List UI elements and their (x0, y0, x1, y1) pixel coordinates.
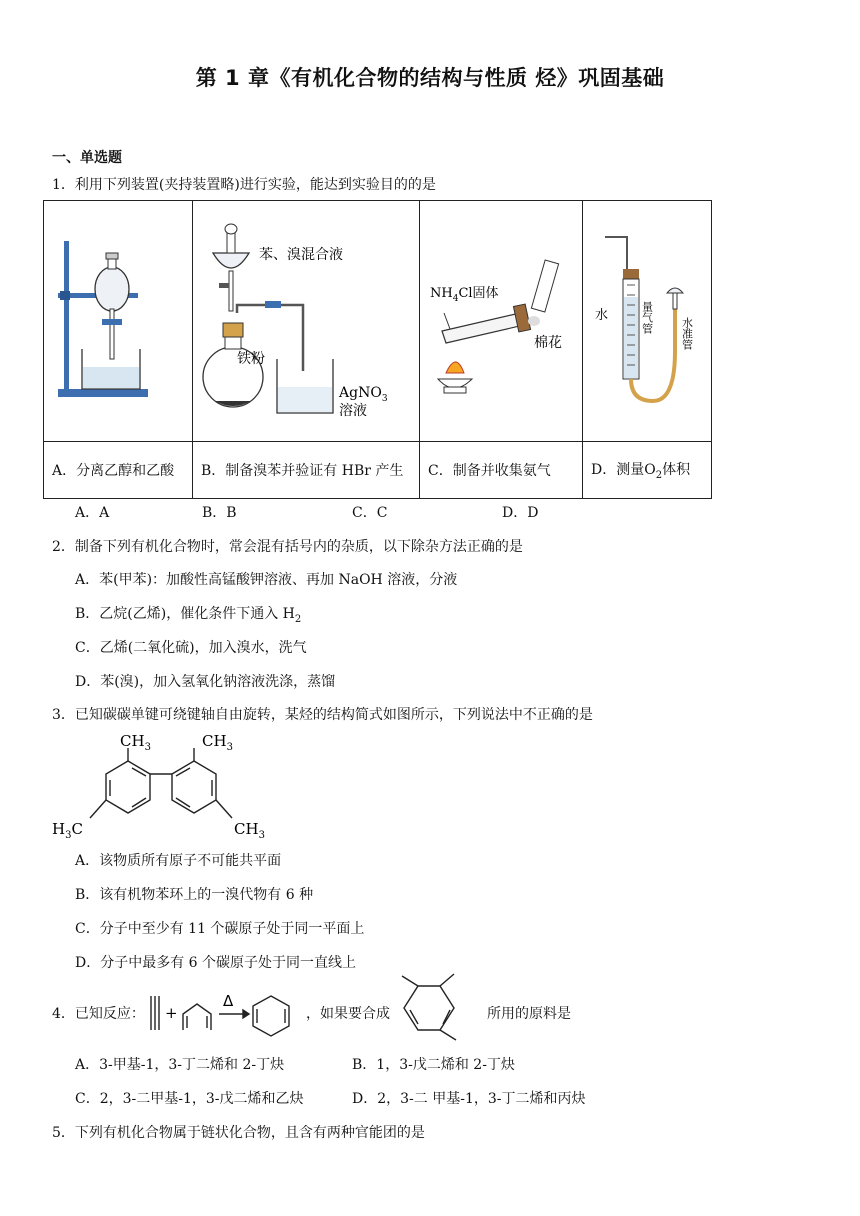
question-1-stem: 1．利用下列装置(夹持装置略)进行实验，能达到实验目的的是 (52, 177, 436, 193)
caption-d: D．测量$O_2$体积 (583, 442, 712, 499)
panel-c-image (420, 201, 583, 442)
q1-choice-d[interactable]: D．D (502, 505, 539, 521)
question-4-stem-c: 所用的原料是 (487, 1006, 571, 1022)
question-5-stem: 5．下列有机化合物属于链状化合物，且含有两种官能团的是 (52, 1125, 425, 1141)
dimethylcyclohexadiene-icon (380, 972, 490, 1052)
bromobenzene-apparatus-icon (193, 201, 419, 437)
panel-a-image (44, 201, 193, 442)
gas-burette-icon (583, 201, 711, 437)
methyl-label-3: $H_3C$ (52, 820, 83, 841)
caption-a: A．分离乙醇和乙酸 (44, 442, 193, 499)
q4-choice-d[interactable]: D．2，3-二 甲基-1，3-丁二烯和丙炔 (352, 1091, 586, 1107)
q4-choice-b[interactable]: B．1，3-戊二烯和 2-丁炔 (352, 1057, 515, 1073)
label-benzene-bromine: 苯、溴混合液 (259, 247, 343, 263)
delta-sign: Δ (223, 992, 234, 1010)
label-nh4cl-solid: $NH_4Cl$固体 (430, 286, 499, 304)
label-gas-tube: 量气管 (640, 301, 654, 334)
label-water: 水 (595, 308, 609, 323)
methyl-label-1: $CH_3$ (120, 732, 151, 753)
section-heading: 一、单选题 (52, 150, 122, 166)
plus-sign: + (165, 1004, 178, 1022)
q2-choice-c[interactable]: C．乙烯(二氧化硫)，加入溴水，洗气 (75, 640, 307, 656)
q3-choice-a[interactable]: A．该物质所有原子不可能共平面 (75, 853, 282, 869)
label-solution: 溶液 (339, 403, 367, 419)
q3-choice-d[interactable]: D．分子中最多有 6 个碳原子处于同一直线上 (75, 955, 357, 971)
q2-choice-d[interactable]: D．苯(溴)，加入氢氧化钠溶液洗涤，蒸馏 (75, 674, 336, 690)
question-2-stem: 2．制备下列有机化合物时，常会混有括号内的杂质，以下除杂方法正确的是 (52, 539, 523, 555)
caption-c: C．制备并收集氨气 (420, 442, 583, 499)
label-level-tube: 水准管 (680, 317, 694, 350)
q3-choice-c[interactable]: C．分子中至少有 11 个碳原子处于同一平面上 (75, 921, 365, 937)
q1-choice-a[interactable]: A．A (75, 505, 110, 521)
label-iron-powder: 铁粉 (237, 351, 265, 367)
label-cotton: 棉花 (534, 335, 562, 351)
label-agno3: AgNO$_3$ (339, 385, 388, 404)
question-4-stem-a: 4．已知反应： (52, 1006, 145, 1022)
panel-b-image (193, 201, 420, 442)
methyl-label-4: $CH_3$ (234, 820, 265, 841)
q4-choice-a[interactable]: A．3-甲基-1，3-丁二烯和 2-丁炔 (75, 1057, 285, 1073)
caption-b: B．制备溴苯并验证有 HBr 产生 (193, 442, 420, 499)
q1-choice-b[interactable]: B．B (202, 505, 237, 521)
diels-alder-reaction-icon (145, 984, 305, 1044)
page-title: 第 1 章《有机化合物的结构与性质 烃》巩固基础 (195, 66, 665, 90)
panel-d-image (583, 201, 712, 442)
q1-choice-c[interactable]: C．C (352, 505, 388, 521)
q2-choice-a[interactable]: A．苯(甲苯)：加酸性高锰酸钾溶液、再加 NaOH 溶液，分液 (75, 572, 458, 588)
question-3-stem: 3．已知碳碳单键可绕键轴自由旋转，某烃的结构简式如图所示，下列说法中不正确的是 (52, 707, 593, 723)
q2-choice-b[interactable]: B．乙烷(乙烯)，催化条件下通入 $H_2$ (75, 606, 302, 625)
separatory-funnel-icon (44, 201, 192, 437)
methyl-label-2: $CH_3$ (202, 732, 233, 753)
ammonia-apparatus-icon (420, 201, 582, 437)
q3-choice-b[interactable]: B．该有机物苯环上的一溴代物有 6 种 (75, 887, 314, 903)
biphenyl-structure-icon (50, 730, 300, 842)
q4-choice-c[interactable]: C．2，3-二甲基-1，3-戊二烯和乙炔 (75, 1091, 304, 1107)
apparatus-table (43, 200, 712, 499)
question-4-stem-b: ，如果要合成 (306, 1006, 390, 1022)
